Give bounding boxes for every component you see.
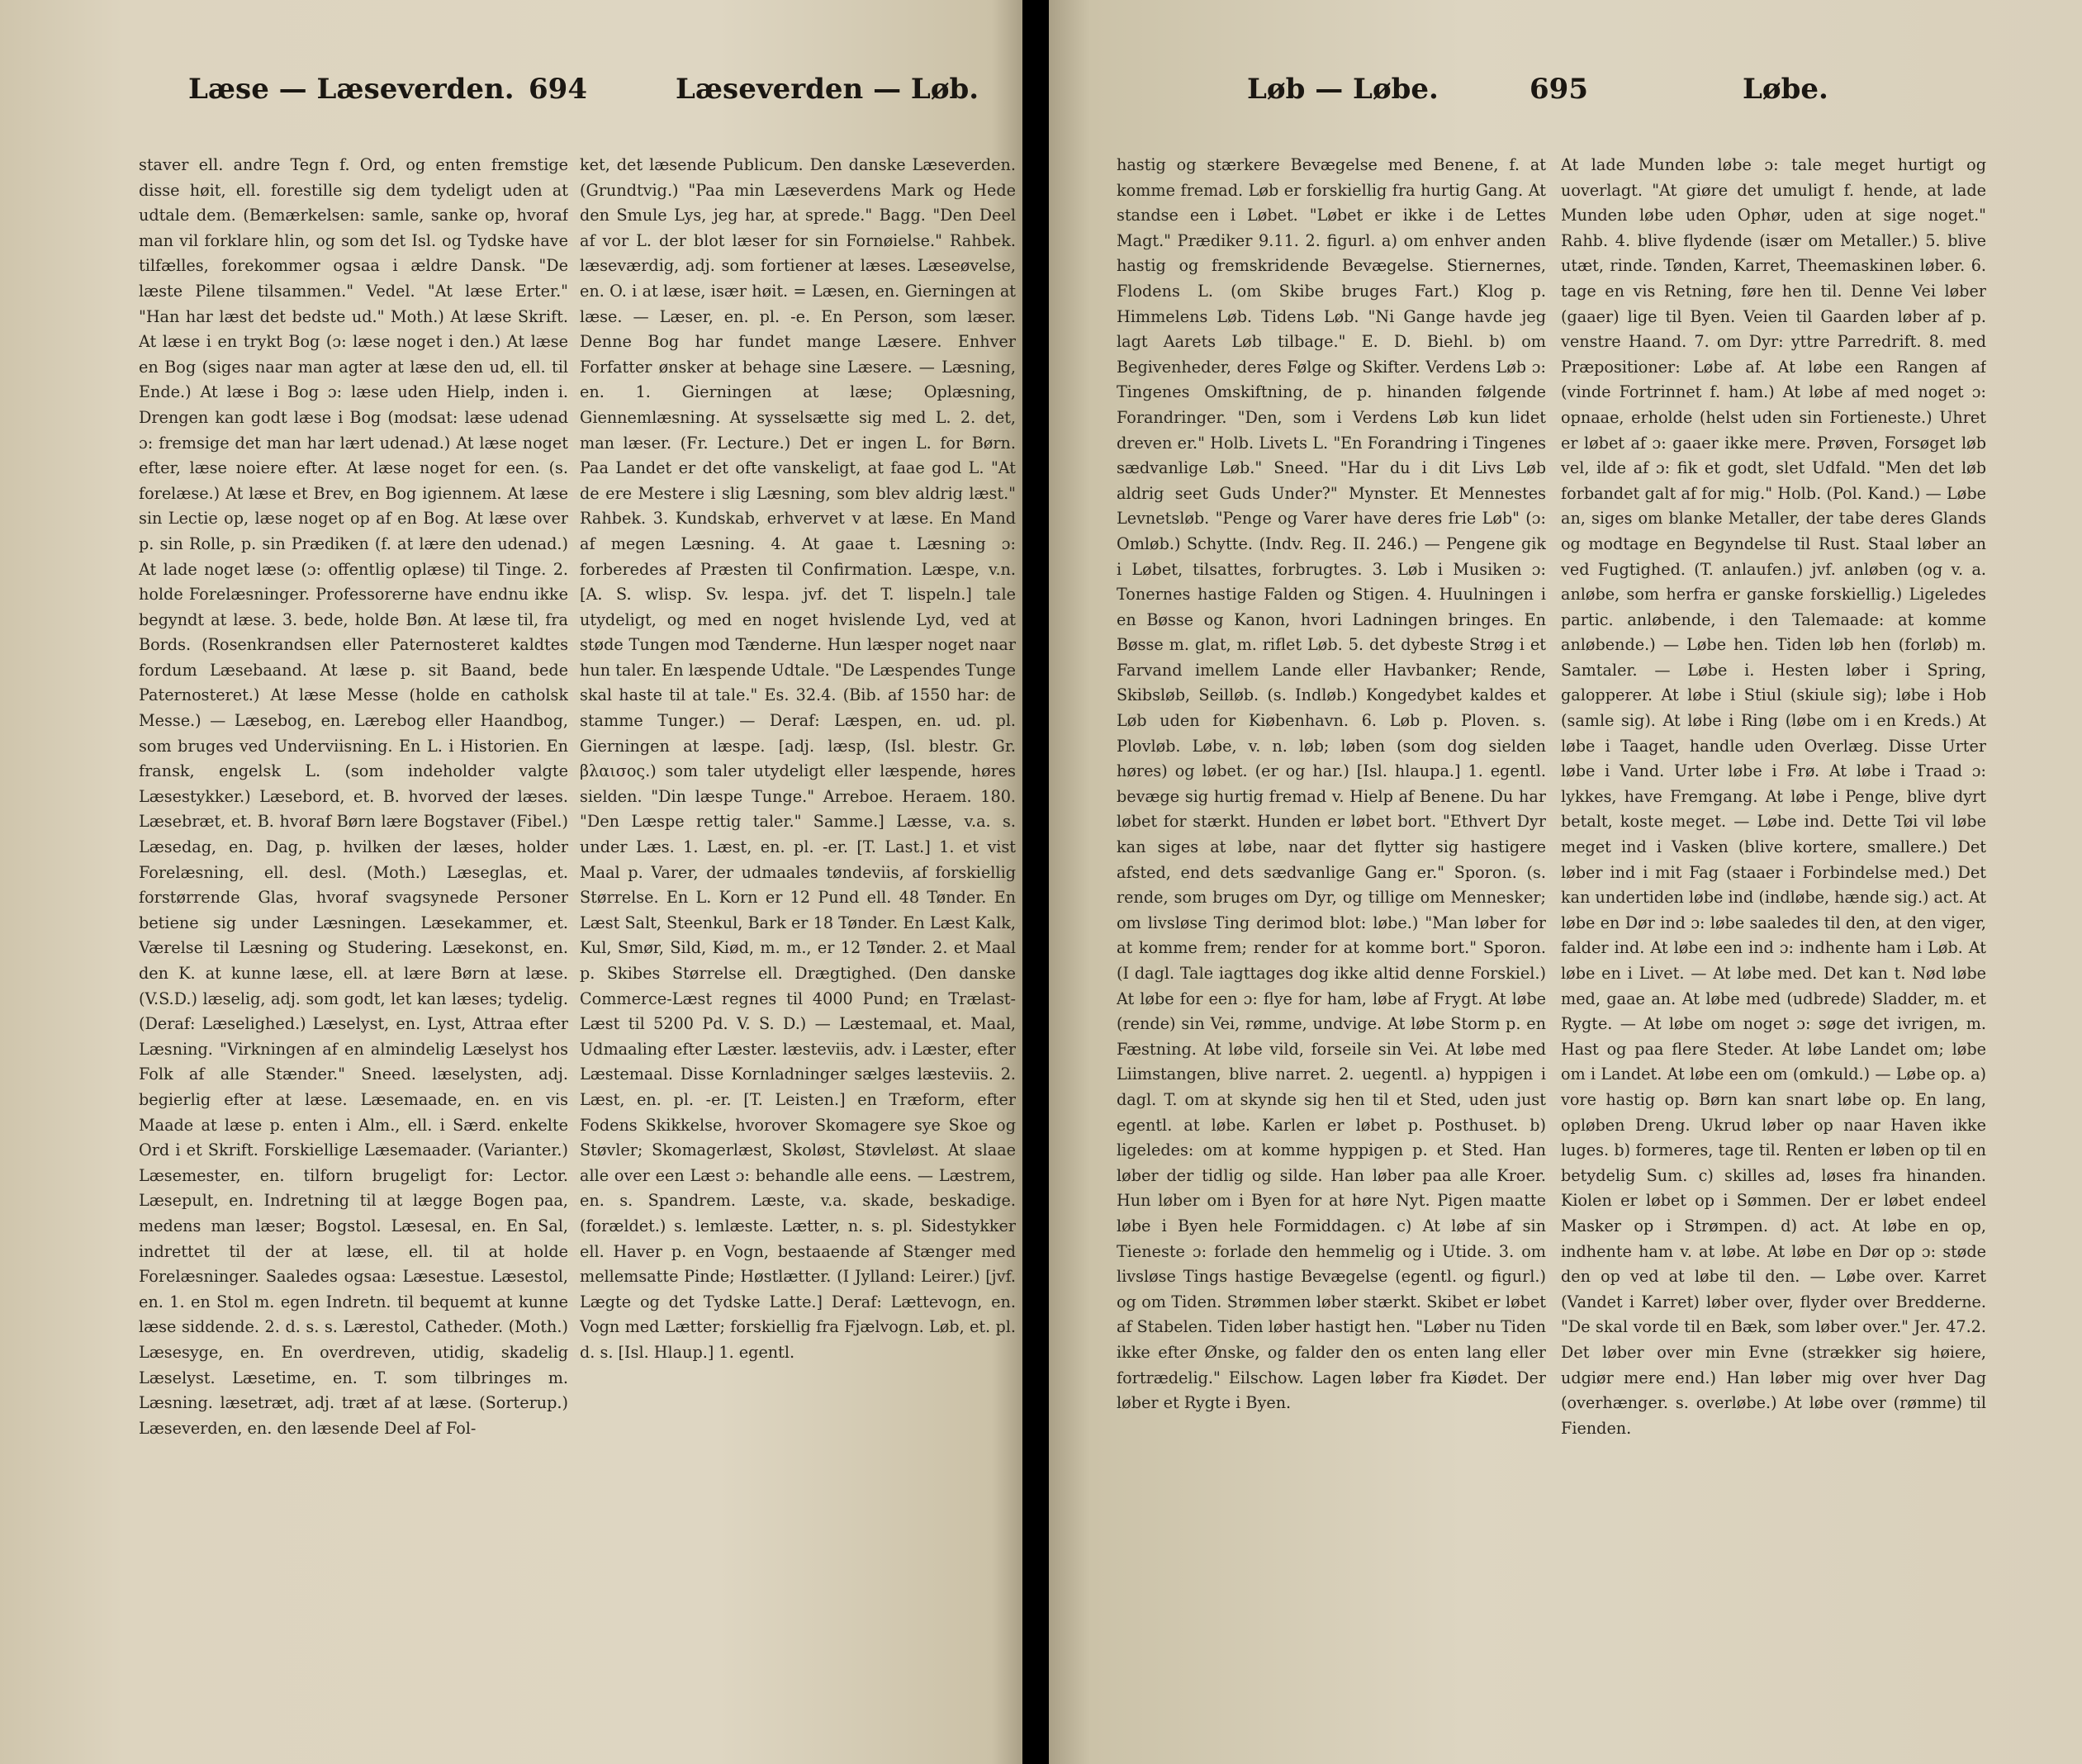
left-page (0, 0, 1022, 1764)
right-page (1049, 0, 2082, 1764)
right-column-1-text: hastig og stærkere Bevægelse med Benene, f. at komme fremad. Løb er forskiellig fra hurtig Gang. At standse een i Løbet. "Løbet er ikke i de Lettes Magt." Prædiker 9.11. 2. figurl. a) om enhver anden hastig og fremskridende Bevægelse. Stiernernes, Flodens L. (om Skibe bruges Fart.) Klog p. Himmelens Løb. Tidens Løb. "Ni Gange havde jeg lagt Aarets Løb tilbage." E. D. Biehl. b) om Begivenheder, deres Følge og Skifter. Verdens Løb ɔ: Tingenes Omskiftning, de p. hinanden følgende Forandringer. "Den, som i Verdens Løb kun lidet dreven er." Holb. Livets L. "En Forandring i Tingenes sædvanlige Løb." Sneed. "Har du i dit Livs Løb aldrig seet Guds Under?" Mynster. Et Mennestes Levnetsløb. "Penge og Varer have deres frie Løb" (ɔ: Omløb.) Schytte. (Indv. Reg. II. 246.) — Pengene gik i Løbet, tilsattes, forbrugtes. 3. Løb i Musiken ɔ: Tonernes hastige Falden og Stigen. 4. Huulningen i en Bøsse og Kanon, hvori Ladningen bringes. En Bøsse m. glat, m. riflet Løb. 5. det dybeste Strøg i et Farvand imellem Lande eller Havbanker; Rende, Skibsløb, Seilløb. (s. Indløb.) Kongedybet kaldes et Løb uden for Kiøbenhavn. 6. Løb p. Ploven. s. Plovløb. Løbe, v. n. løb; løben (som dog sielden høres) og løbet. (er og har.) [Isl. hlaupa.] 1. egentl. bevæge sig hurtig fremad v. Hielp af Benene. Du har løbet for stærkt. Hunden er løbet bort. "Ethvert Dyr kan siges at løbe, naar det flytter sig hastigere afsted, end dets sædvanlige Gang er." Sporon. (s. rende, som bruges om Dyr, og tillige om Mennesker; om livsløse Ting derimod blot: løbe.) "Man løber for at komme frem; render for at komme bort." Sporon. (I dagl. Tale iagttages dog ikke altid denne Forskiel.) At løbe for een ɔ: flye for ham, løbe af Frygt. At løbe (rende) sin Vei, rømme, undvige. At løbe Storm p. en Fæstning. At løbe vild, forseile sin Vei. At løbe med Liimstangen, blive narret. 2. uegentl. a) hyppigen i dagl. T. om at skynde sig hen til et Sted, uden just egentl. at løbe. Karlen er løbet p. Posthuset. b) ligeledes: om at komme hyppigen p. et Sted. Han løber der tidlig og silde. Han løber paa alle Kroer. Hun løber om i Byen for at høre Nyt. Pigen maatte løbe i Byen hele Formiddagen. c) At løbe af sin Tieneste ɔ: forlade den hemmelig og i Utide. 3. om livsløse Tings hastige Bevægelse (egentl. og figurl.) og om Tiden. Strømmen løber stærkt. Skibet er løbet af Stabelen. Tiden løber hastigt hen. "Løber nu Tiden ikke efter Ønske, og falder den os enten lang eller fortrædelig." Eilschow. Lagen løber fra Kiødet. Der løber et Rygte i Byen. (1117, 155, 1546, 1413)
left-page-number: 694 (529, 73, 587, 106)
left-column-1-text: staver ell. andre Tegn f. Ord, og enten fremstige disse høit, ell. forestille sig dem tydeligt uden at udtale dem. (Bemærkelsen: samle, sanke op, hvoraf man vil forklare hlin, og som det Isl. og Tydske have tilfælles, forekommer ogsaa i ældre Dansk. "De læste Pilene tilsammen." Vedel. "At læse Erter." "Han har læst det bedste ud." Moth.) At læse Skrift. At læse i en trykt Bog (ɔ: læse noget i den.) At læse en Bog (siges naar man agter at læse den ud, ell. til Ende.) At læse i Bog ɔ: læse uden Hielp, inden i. Drengen kan godt læse i Bog (modsat: læse udenad ɔ: fremsige det man har lært udenad.) At læse noget efter, læse noiere efter. At læse noget for een. (s. forelæse.) At læse et Brev, en Bog igiennem. At læse sin Lectie op, læse noget op af en Bog. At læse over p. sin Rolle, p. sin Prædiken (f. at lære den udenad.) At lade noget læse (ɔ: offentlig oplæse) til Tinge. 2. holde Forelæsninger. Professorerne have endnu ikke begyndt at læse. 3. bede, holde Bøn. At læse til, fra Bords. (Rosenkrandsen eller Paternosteret kaldtes fordum Læsebaand. At læse p. sit Baand, bede Paternosteret.) At læse Messe (holde en catholsk Messe.) — Læsebog, en. Lærebog eller Haandbog, som bruges ved Underviisning. En L. i Historien. En fransk, engelsk L. (som indeholder valgte Læsestykker.) Læsebord, et. B. hvorved der læses. Læsebræt, et. B. hvoraf Børn lære Bogstaver (Fibel.) Læsedag, en. Dag, p. hvilken der læses, holder Forelæsning, ell. desl. (Moth.) Læseglas, et. forstørrende Glas, hvoraf svagsynede Personer betiene sig under Læsningen. Læsekammer, et. Værelse til Læsning og Studering. Læsekonst, en. den K. at kunne læse, ell. at lære Børn at læse. (V.S.D.) læselig, adj. som godt, let kan læses; tydelig. (Deraf: Læselighed.) Læselyst, en. Lyst, Attraa efter Læsning. "Virkningen af en almindelig Læselyst hos Folk af alle Stænder." Sneed. læselysten, adj. begierlig efter at læse. Læsemaade, en. en vis Maade at læse p. enten i Alm., ell. i Særd. enkelte Ord i et Skrift. Forskiellige Læsemaader. (Varianter.) Læsemester, en. tilforn brugeligt for: Lector. Læsepult, en. Indretning til at lægge Bogen paa, medens man læser; Bogstol. Læsesal, en. En Sal, indrettet til der at læse, ell. til at holde Forelæsninger. Saaledes ogsaa: Læsestue. Læsestol, en. 1. en Stol m. egen Indretn. til bequemt at kunne læse siddende. 2. d. s. s. Lærestol, Catheder. (Moth.) Læsesyge, en. En overdreven, utidig, skadelig Læselyst. Læsetime, en. T. som tilbringes m. Læsning. læsetræt, adj. træt af at læse. (Sorterup.) Læseverden, en. den læsende Deel af Fol- (139, 155, 568, 1438)
right-page-column-1 (1117, 153, 1546, 1730)
right-header-guide-left: Løb — Løbe. (1247, 73, 1439, 106)
right-header-guide-right: Løbe. (1743, 73, 1828, 106)
right-column-2-text: At lade Munden løbe ɔ: tale meget hurtigt og uoverlagt. "At giøre det umuligt f. hende, at lade Munden løbe uden Ophør, uden at sige noget." Rahb. 4. blive flydende (især om Metaller.) 5. blive utæt, rinde. Tønden, Karret, Theemaskinen løber. 6. tage en vis Retning, føre hen til. Denne Vei løber (gaaer) lige til Byen. Veien til Gaarden løber af p. venstre Haand. 7. om Dyr: yttre Parredrift. 8. med Præpositioner: Løbe af. At løbe een Rangen af (vinde Fortrinnet f. ham.) At løbe af med noget ɔ: opnaae, erholde (helst uden sin Fortieneste.) Uhret er løbet af ɔ: gaaer ikke mere. Prøven, Forsøget løb vel, ilde af ɔ: fik et godt, slet Udfald. "Men det løb forbandet galt af for mig." Holb. (Pol. Kand.) — Løbe an, siges om blanke Metaller, der tabe deres Glands og modtage en Begyndelse til Rust. Staal løber an ved Fugtighed. (T. anlaufen.) jvf. anløben (og v. a. anløbe, som herfra er ganske forskiellig.) Ligeledes partic. anløbende, i den Talemaade: at komme anløbende.) — Løbe hen. Tiden løb hen (forløb) m. Samtaler. — Løbe i. Hesten løber i Spring, galopperer. At løbe i Stiul (skiule sig); løbe i Hob (samle sig). At løbe i Ring (løbe om i en Kreds.) At løbe i Taaget, handle uden Overlæg. Disse Urter løbe i Vand. Urter løbe i Frø. At løbe i Traad ɔ: lykkes, have Fremgang. At løbe i Penge, blive dyrt betalt, koste meget. — Løbe ind. Dette Tøi vil løbe meget ind i Vasken (blive kortere, smallere.) Det løber ind i mit Fag (staaer i Forbindelse med.) Det kan undertiden løbe ind (indløbe, hænde sig.) act. At løbe en Dør ind ɔ: løbe saaledes til den, at den viger, falder ind. At løbe een ind ɔ: indhente ham i Løb. At løbe en i Livet. — At løbe med. Det kan t. Nød løbe med, gaae an. At løbe med (udbrede) Sladder, m. et Rygte. — At løbe om noget ɔ: søge det ivrigen, m. Hast og paa flere Steder. At løbe Landet om; løbe om i Landet. At løbe een om (omkuld.) — Løbe op. a) vore hastig op. Børn kan snart løbe op. En lang, opløben Dreng. Ukrud løber op naar Haven ikke luges. b) formeres, tage til. Renten er løben op til en betydelig Sum. c) skilles ad, løses fra hinanden. Kiolen er løbet op i Sømmen. Der er løbet endeel Masker op i Strømpen. d) act. At løbe en op, indhente ham v. at løbe. At løbe en Dør op ɔ: støde den op ved at løbe til den. — Løbe over. Karret (Vandet i Karret) løber over, flyder over Bredderne. "De skal vorde til en Bæk, som løber over." Jer. 47.2. Det løber over min Evne (strækker sig høiere, udgiør mere end.) Han løber mig over hver Dag (overhænger. s. overløbe.) At løbe over (rømme) til Fienden. (1561, 155, 1986, 1438)
right-page-header (1049, 73, 2082, 122)
left-page-header (0, 73, 1022, 122)
left-header-guide-left: Læse — Læseverden. (188, 73, 515, 106)
left-page-column-1 (139, 153, 568, 1730)
left-column-2-text: ket, det læsende Publicum. Den danske Læseverden. (Grundtvig.) "Paa min Læseverdens Mark og Hede den Smule Lys, jeg har, at sprede." Bagg. "Den Deel af vor L. der blot læser for sin Fornøielse." Rahbek. læseværdig, adj. som fortiener at læses. Læseøvelse, en. O. i at læse, især høit. = Læsen, en. Gierningen at læse. — Læser, en. pl. -e. En Person, som læser. Denne Bog har fundet mange Læsere. Enhver Forfatter ønsker at behage sine Læsere. — Læsning, en. 1. Gierningen at læse; Oplæsning, Giennemlæsning. At sysselsætte sig med L. 2. det, man læser. (Fr. Lecture.) Det er ingen L. for Børn. Paa Landet er det ofte vanskeligt, at faae god L. "At de ere Mestere i slig Læsning, som blev aldrig læst." Rahbek. 3. Kundskab, erhvervet v at læse. En Mand af megen Læsning. 4. At gaae t. Læsning ɔ: forberedes af Præsten til Confirmation. Læspe, v.n. [A. S. wlisp. Sv. lespa. jvf. det T. lispeln.] tale utydeligt, og med en noget hvislende Lyd, ved at støde Tungen mod Tænderne. Hun læsper noget naar hun taler. En læspende Udtale. "De Læspendes Tunge skal haste til at tale." Es. 32.4. (Bib. af 1550 har: de stamme Tunger.) — Deraf: Læspen, en. ud. pl. Gierningen at læspe. [adj. læsp, (Isl. blestr. Gr. βλαισος.) som taler utydeligt eller læspende, høres sielden. "Din læspe Tunge." Arreboe. Heraem. 180. "Den Læspe rettig taler." Samme.] Læsse, v.a. s. under Læs. 1. Læst, en. pl. -er. [T. Last.] 1. et vist Maal p. Varer, der udmaales tøndeviis, af forskiellig Størrelse. En L. Korn er 12 Pund ell. 48 Tønder. En Læst Salt, Steenkul, Bark er 18 Tønder. En Læst Kalk, Kul, Smør, Sild, Kiød, m. m., er 12 Tønder. 2. et Maal p. Skibes Størrelse ell. Drægtighed. (Den danske Commerce-Læst regnes til 4000 Pund; en Trælast-Læst til 5200 Pd. V. S. D.) — Læstemaal, et. Maal, Udmaaling efter Læster. læsteviis, adv. i Læster, efter Læstemaal. Disse Kornladninger sælges læsteviis. 2. Læst, en. pl. -er. [T. Leisten.] en Træform, efter Fodens Skikkelse, hvorover Skomagere sye Skoe og Støvler; Skomagerlæst, Skoløst, Støvleløst. At slaae alle over een Læst ɔ: behandle alle eens. — Læstrem, en. s. Spandrem. Læste, v.a. skade, beskadige. (forældet.) s. lemlæste. Lætter, n. s. pl. Sidestykker ell. Haver p. en Vogn, bestaaende af Stænger med mellemsatte Pinde; Høstlætter. (I Jylland: Leirer.) [jvf. Lægte og det Tydske Latte.] Deraf: Lættevogn, en. Vogn med Lætter; forskiellig fra Fjælvogn. Løb, et. pl. d. s. [Isl. Hlaup.] 1. egentl. (580, 155, 1016, 1362)
left-header-guide-right: Læseverden — Løb. (676, 73, 979, 106)
right-page-number: 695 (1529, 73, 1588, 106)
right-page-column-2 (1561, 153, 1986, 1730)
left-page-column-2 (580, 153, 1016, 1730)
